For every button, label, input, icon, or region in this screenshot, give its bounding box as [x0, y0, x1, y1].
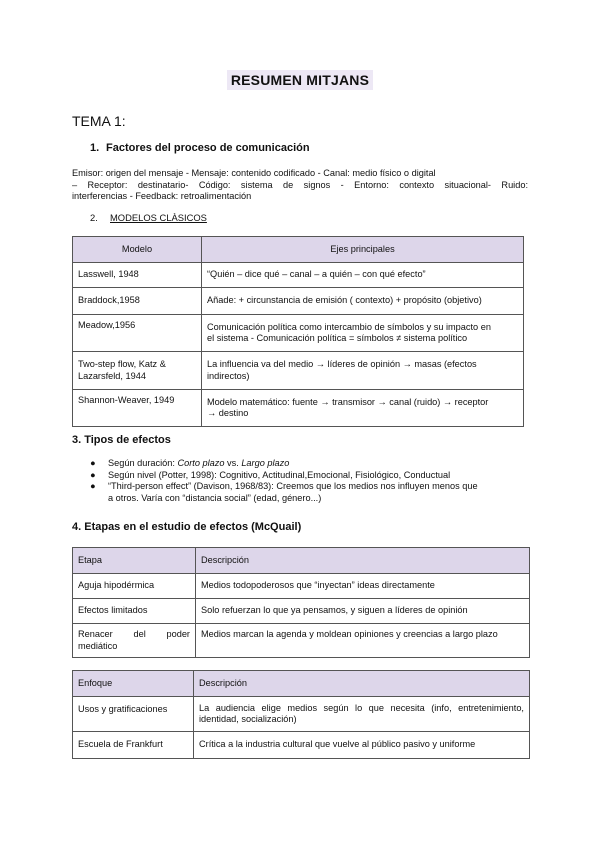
- paragraph-line: Emisor: origen del mensaje - Mensaje: contenido codificado - Canal: medio físico o digital: [72, 168, 436, 178]
- axes-cell: Añade: + circunstancia de emisión ( contexto) + propósito (objetivo): [202, 288, 524, 315]
- paragraph-line: interferencias - Feedback: retroalimentación: [72, 191, 252, 201]
- table-header: Modelo: [73, 237, 202, 263]
- table-row: [73, 315, 524, 352]
- table-row: [73, 390, 524, 427]
- table-row: [73, 574, 530, 599]
- section2-heading: 2. MODELOS CLÀSICOS: [90, 212, 207, 223]
- axes-cell: Modelo matemático: fuente → transmisor → canal (ruido) → receptor → destino: [202, 390, 524, 427]
- table-header: Ejes principales: [202, 237, 524, 263]
- stage-cell: Aguja hipodérmica: [73, 574, 196, 599]
- table-header: Etapa: [73, 548, 196, 574]
- list-item: ● “Third-person effect” (Davison, 1968/83): Creemos que los medios nos influyen menos que a otros. Varía con “distancia social” (edad, género...): [90, 481, 478, 503]
- stage-cell: Efectos limitados: [73, 599, 196, 624]
- description-cell: Solo refuerzan lo que ya pensamos, y siguen a líderes de opinión: [196, 599, 530, 624]
- section1-paragraph: [72, 168, 528, 203]
- table-header: Enfoque: [73, 671, 194, 697]
- table-header: Descripción: [194, 671, 530, 697]
- tema-heading: TEMA 1:: [72, 113, 126, 129]
- model-cell: Shannon-Weaver, 1949: [73, 390, 202, 427]
- table-row: [73, 697, 530, 732]
- approaches-table: [72, 670, 530, 759]
- model-cell: Meadow,1956: [73, 315, 202, 352]
- stage-cell: Renacer del poder mediático: [73, 624, 196, 658]
- bullet-icon: ●: [90, 469, 96, 480]
- bullet-icon: ●: [90, 458, 96, 468]
- description-cell: Medios marcan la agenda y moldean opiniones y creencias a largo plazo: [196, 624, 530, 658]
- table-row: [73, 732, 530, 759]
- effects-list: [90, 458, 530, 504]
- axes-cell: Comunicación política como intercambio de símbolos y su impacto en el sistema - Comunicación política = símbolos ≠ sistema político: [202, 315, 524, 352]
- approach-cell: Usos y gratificaciones: [73, 697, 194, 732]
- table-row: [73, 624, 530, 658]
- table-row: [73, 263, 524, 288]
- bullet-icon: ●: [90, 481, 96, 491]
- section1-heading: 1. Factores del proceso de comunicación: [90, 142, 310, 154]
- table-row: [73, 599, 530, 624]
- section3-heading: 3. Tipos de efectos: [72, 434, 171, 446]
- description-cell: Crítica a la industria cultural que vuelve al público pasivo y uniforme: [194, 732, 530, 759]
- model-cell: Braddock,1958: [73, 288, 202, 315]
- approach-cell: Escuela de Frankfurt: [73, 732, 194, 759]
- document-title: RESUMEN MITJANS: [227, 70, 373, 90]
- models-table: [72, 236, 524, 427]
- model-cell: Lasswell, 1948: [73, 263, 202, 288]
- list-item: ● Según duración: Corto plazo vs. Largo plazo: [90, 458, 290, 468]
- description-cell: Medios todopoderosos que “inyectan” ideas directamente: [196, 574, 530, 599]
- table-row: [73, 288, 524, 315]
- axes-cell: “Quién – dice qué – canal – a quién – con qué efecto”: [202, 263, 524, 288]
- paragraph-line: – Receptor: destinatario- Código: sistema de signos - Entorno: contexto situacional- Ruido:: [72, 179, 528, 190]
- table-header: Descripción: [196, 548, 530, 574]
- list-item: ● Según nivel (Potter, 1998): Cognitivo, Actitudinal,Emocional, Fisiológico, Conductual: [90, 469, 451, 480]
- model-cell: Two-step flow, Katz & Lazarsfeld, 1944: [73, 352, 202, 390]
- description-cell: La audiencia elige medios según lo que necesita (info, entretenimiento, identidad, socialización): [194, 697, 530, 732]
- table-row: [73, 352, 524, 390]
- stages-table: [72, 547, 530, 658]
- section4-heading: 4. Etapas en el estudio de efectos (McQuail): [72, 521, 302, 533]
- axes-cell: La influencia va del medio → líderes de opinión → masas (efectos indirectos): [202, 352, 524, 390]
